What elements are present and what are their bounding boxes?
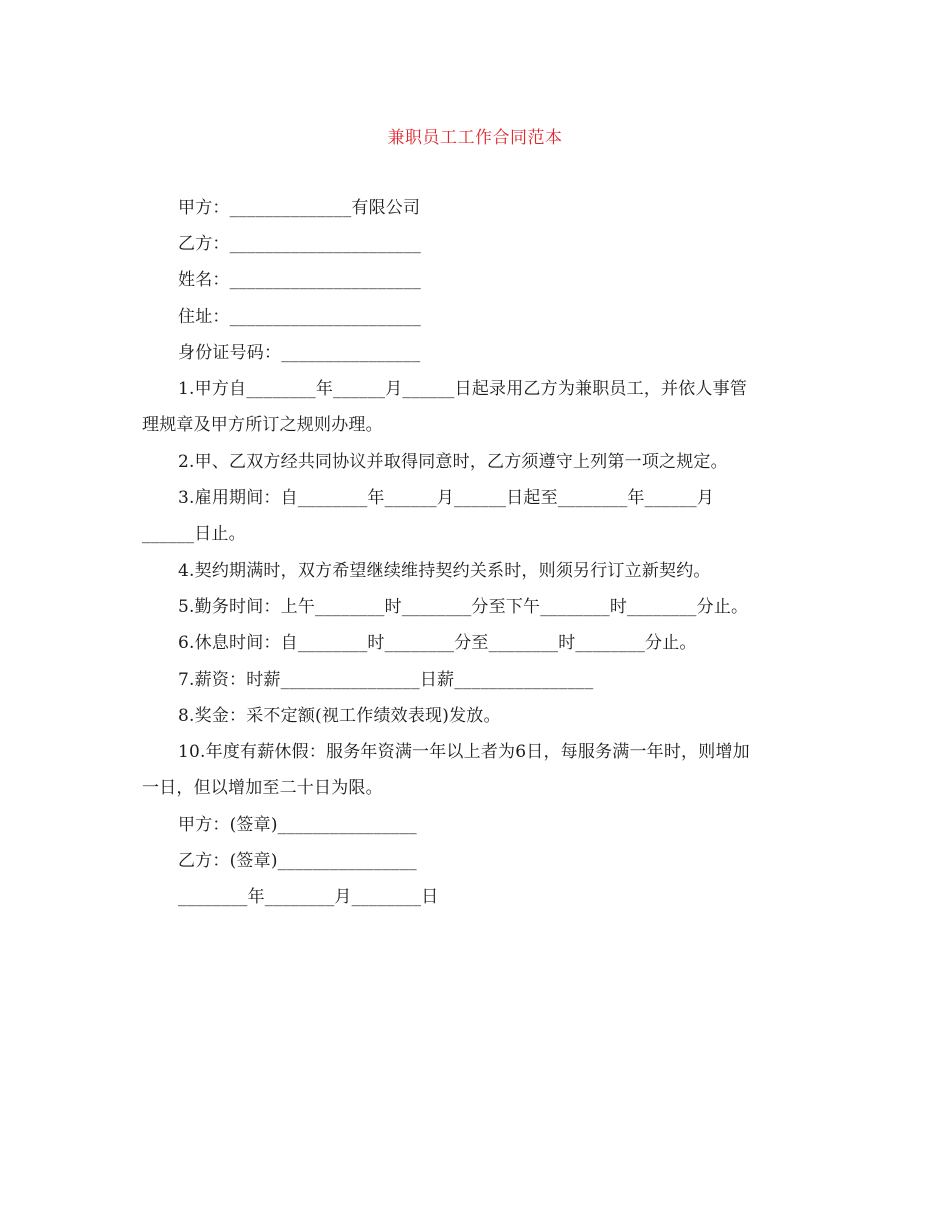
party-b-signature: 乙方：(签章)________________ xyxy=(178,851,417,871)
party-b-line: 乙方：______________________ xyxy=(178,234,421,254)
party-a-line: 甲方：______________有限公司 xyxy=(178,198,421,218)
clause-6: 6.休息时间：自________时________分至________时________分止。 xyxy=(178,633,697,653)
party-a-signature: 甲方：(签章)________________ xyxy=(178,815,417,835)
clause-4: 4.契约期满时，双方希望继续维持契约关系时，则须另行订立新契约。 xyxy=(178,561,711,581)
clause-8: 8.奖金：采不定额(视工作绩效表现)发放。 xyxy=(178,706,501,726)
date-line: ________年________月________日 xyxy=(178,887,439,907)
document-title: 兼职员工工作合同范本 xyxy=(387,128,563,148)
address-line: 住址：______________________ xyxy=(178,307,421,327)
clause-3-line-1: 3.雇用期间：自________年______月______日起至________年______月 xyxy=(178,488,715,508)
name-line: 姓名：______________________ xyxy=(178,270,421,290)
clause-1-line-2: 理规章及甲方所订之规则办理。 xyxy=(142,415,383,435)
clause-10-line-2: 一日，但以增加至二十日为限。 xyxy=(142,778,383,798)
clause-7: 7.薪资：时薪________________日薪________________ xyxy=(178,670,594,690)
clause-1-line-1: 1.甲方自________年______月______日起录用乙方为兼职员工，并依人事管 xyxy=(178,379,748,399)
id-number-line: 身份证号码：________________ xyxy=(178,343,421,363)
clause-10-line-1: 10.年度有薪休假：服务年资满一年以上者为6日，每服务满一年时，则增加 xyxy=(178,742,750,762)
clause-5: 5.勤务时间：上午________时________分至下午________时________分止。 xyxy=(178,597,749,617)
clause-2: 2.甲、乙双方经共同协议并取得同意时，乙方须遵守上列第一项之规定。 xyxy=(178,452,728,472)
clause-3-line-2: ______日止。 xyxy=(142,524,246,544)
